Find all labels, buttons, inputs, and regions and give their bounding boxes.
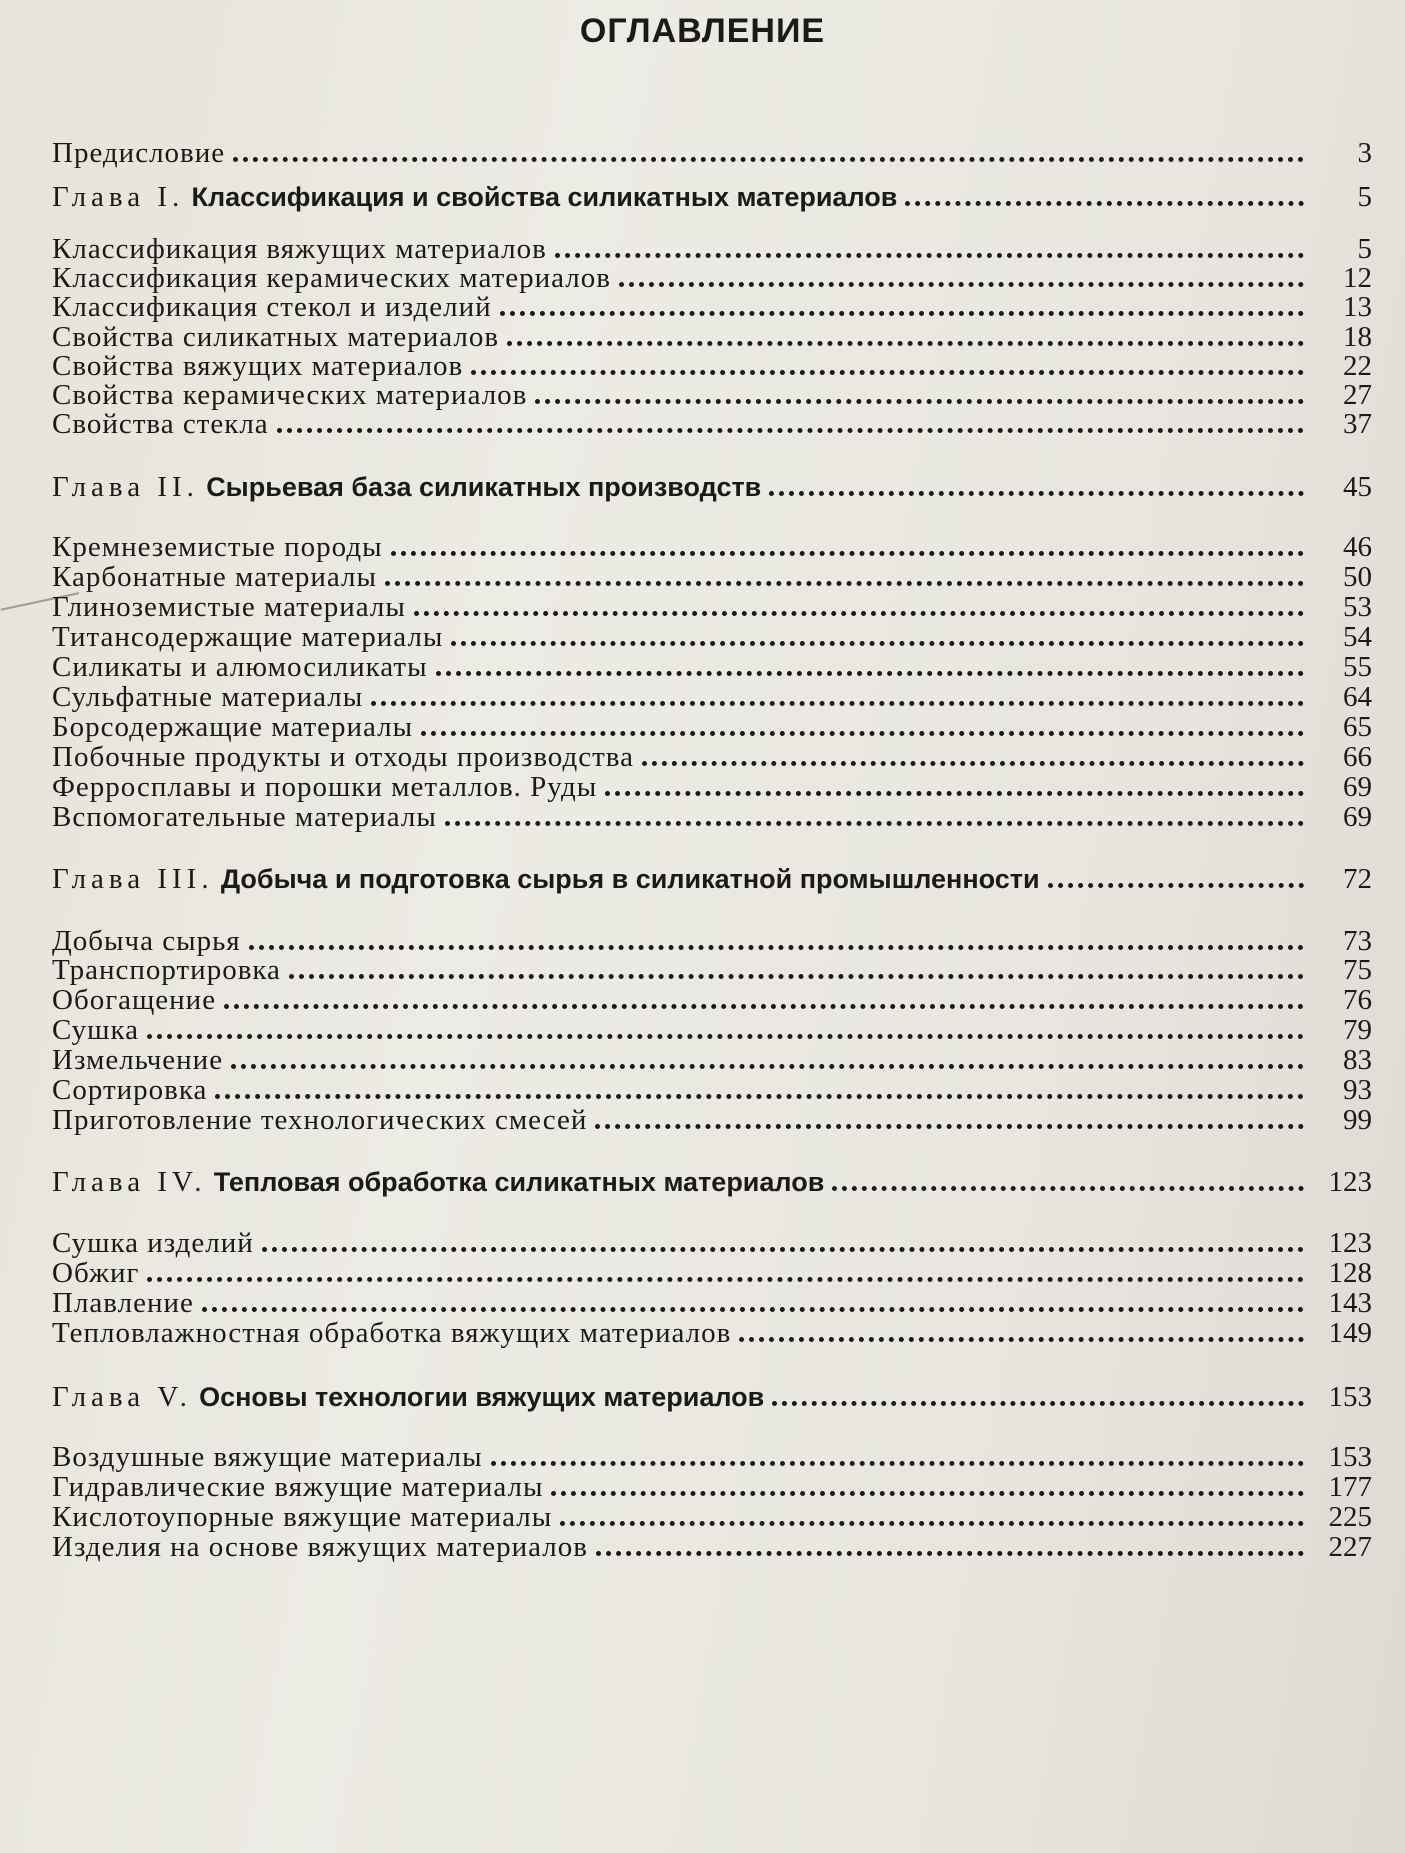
dot-leader [414, 611, 1304, 616]
toc-entry[interactable] [52, 1500, 1372, 1534]
toc-entry[interactable] [52, 650, 1372, 684]
dot-leader [451, 641, 1304, 646]
toc-page-number: 123 [1328, 1227, 1372, 1259]
toc-entry[interactable] [52, 560, 1372, 594]
dot-leader [769, 491, 1304, 496]
dot-leader [391, 551, 1304, 556]
toc-entry[interactable] [52, 1043, 1372, 1077]
toc-entry[interactable] [52, 800, 1372, 834]
dot-leader [289, 974, 1304, 979]
toc-entry-label: Глиноземистые материалы [52, 591, 406, 623]
chapter-title: Основы технологии вяжущих материалов [199, 1382, 765, 1412]
toc-page-number: 177 [1328, 1471, 1372, 1503]
toc-entry-label: Сушка изделий [52, 1227, 254, 1259]
chapter-title: Добыча и подготовка сырья в силикатной промышленности [220, 864, 1040, 894]
toc-entry[interactable] [52, 1530, 1372, 1564]
toc-entry-label: Гидравлические вяжущие материалы [52, 1471, 544, 1503]
toc-page-number: 99 [1343, 1104, 1372, 1136]
chapter-label: Глава IV. [52, 1166, 207, 1198]
dot-leader [605, 791, 1304, 796]
dot-leader [596, 1551, 1304, 1556]
toc-page-number: 153 [1328, 1441, 1372, 1473]
toc-page-number: 69 [1343, 771, 1372, 803]
toc-entry-label: Силикаты и алюмосиликаты [52, 651, 428, 683]
toc-page-number: 69 [1343, 801, 1372, 833]
dot-leader [560, 1521, 1304, 1526]
toc-page-number: 128 [1328, 1257, 1372, 1289]
chapter-label: Глава I. [52, 181, 185, 213]
dot-leader [277, 428, 1304, 433]
toc-page-number: 93 [1343, 1074, 1372, 1106]
toc-entry-label: Обжиг [52, 1257, 140, 1289]
toc-chapter-5[interactable] [52, 1380, 1372, 1414]
toc-page-number: 72 [1343, 863, 1372, 895]
toc-entry[interactable] [52, 1013, 1372, 1047]
dot-leader [772, 1401, 1304, 1406]
toc-entry[interactable] [52, 1440, 1372, 1474]
toc-entry-label: Сортировка [52, 1074, 208, 1106]
toc-entry-label: Ферросплавы и порошки металлов. Руды [52, 771, 598, 803]
toc-page-number: 225 [1328, 1501, 1372, 1533]
toc-entry[interactable] [52, 1103, 1372, 1137]
dot-leader [535, 399, 1304, 404]
dot-leader [905, 201, 1304, 206]
toc-page-number: 37 [1343, 408, 1372, 440]
toc-page-number: 22 [1343, 350, 1372, 382]
dot-leader [500, 311, 1304, 316]
dot-leader [739, 1337, 1304, 1342]
toc-entry-label: Свойства силикатных материалов [52, 321, 500, 353]
toc-chapter-3[interactable] [52, 862, 1372, 896]
toc-entry[interactable] [52, 1073, 1372, 1107]
dot-leader [147, 1277, 1304, 1282]
toc-entry-label: Изделия на основе вяжущих материалов [52, 1531, 588, 1563]
dot-leader [555, 253, 1304, 258]
toc-entry[interactable] [52, 983, 1372, 1017]
toc-entry-label: Кислотоупорные вяжущие материалы [52, 1501, 553, 1533]
toc-entry-label: Свойства вяжущих материалов [52, 350, 464, 382]
toc-page-number: 5 [1357, 233, 1372, 265]
chapter-label: Глава III. [52, 863, 214, 895]
toc-entry-label: Воздушные вяжущие материалы [52, 1441, 483, 1473]
chapter-title: Классификация и свойства силикатных материалов [191, 182, 898, 212]
toc-entry-label: Обогащение [52, 984, 217, 1016]
toc-entry[interactable] [52, 590, 1372, 624]
page-title: ОГЛАВЛЕНИЕ [579, 12, 826, 50]
toc-entry[interactable] [52, 407, 1372, 441]
dot-leader [471, 370, 1304, 375]
toc-page-number: 55 [1343, 651, 1372, 683]
toc-entry-label: Кремнеземистые породы [52, 531, 383, 563]
toc-entry-label: Классификация керамических материалов [52, 262, 611, 294]
dot-leader [445, 821, 1304, 826]
toc-page-number: 73 [1343, 925, 1372, 957]
toc-entry[interactable] [52, 1316, 1372, 1350]
toc-entry-label: Титансодержащие материалы [52, 621, 444, 653]
toc-entry[interactable] [52, 1226, 1372, 1260]
toc-page-number: 13 [1343, 291, 1372, 323]
chapter-title: Тепловая обработка силикатных материалов [213, 1167, 825, 1197]
dot-leader [249, 945, 1304, 950]
toc-page-number: 153 [1328, 1381, 1372, 1413]
dot-leader [224, 1004, 1304, 1009]
toc-page-number: 149 [1328, 1317, 1372, 1349]
toc-page-number: 12 [1343, 262, 1372, 294]
toc-page-number: 75 [1343, 954, 1372, 986]
toc-entry[interactable] [52, 1256, 1372, 1290]
toc-chapter-4[interactable] [52, 1165, 1372, 1199]
toc-entry-label: Сушка [52, 1014, 139, 1046]
dot-leader [642, 761, 1304, 766]
toc-entry[interactable] [52, 290, 1372, 324]
dot-leader [832, 1186, 1304, 1191]
dot-leader [436, 671, 1304, 676]
toc-page-number: 3 [1357, 137, 1372, 169]
toc-entry-label: Свойства стекла [52, 408, 269, 440]
toc-page-number: 27 [1343, 379, 1372, 411]
toc-entry-label: Классификация стекол и изделий [52, 291, 492, 323]
toc-entry-label: Добыча сырья [52, 925, 241, 957]
toc-page-number: 123 [1328, 1166, 1372, 1198]
chapter-label: Глава II. [52, 471, 199, 503]
chapter-title: Сырьевая база силикатных производств [206, 472, 762, 502]
toc-entry-label: Предисловие [52, 137, 226, 169]
dot-leader [147, 1034, 1304, 1039]
toc-page-number: 54 [1343, 621, 1372, 653]
toc-entry-label: Транспортировка [52, 954, 281, 986]
toc-page-number: 45 [1343, 471, 1372, 503]
toc-page-number: 64 [1343, 681, 1372, 713]
toc-page-number: 46 [1343, 531, 1372, 563]
toc-entry[interactable] [52, 953, 1372, 987]
toc-entry[interactable] [52, 1470, 1372, 1504]
toc-entry-label: Карбонатные материалы [52, 561, 377, 593]
toc-entry-label: Измельчение [52, 1044, 224, 1076]
toc-page-number: 50 [1343, 561, 1372, 593]
toc-page-number: 76 [1343, 984, 1372, 1016]
dot-leader [595, 1124, 1304, 1129]
dot-leader [233, 157, 1304, 162]
toc-entry-label: Сульфатные материалы [52, 681, 364, 713]
toc-page-number: 65 [1343, 711, 1372, 743]
dot-leader [619, 282, 1304, 287]
dot-leader [215, 1094, 1304, 1099]
toc-page-number: 227 [1328, 1531, 1372, 1563]
dot-leader [385, 581, 1304, 586]
toc-entry-preface[interactable] [52, 136, 1372, 170]
toc-page-number: 66 [1343, 741, 1372, 773]
dot-leader [507, 341, 1304, 346]
toc-entry-label: Вспомогательные материалы [52, 801, 437, 833]
toc-entry[interactable] [52, 680, 1372, 714]
toc-entry-label: Побочные продукты и отходы производства [52, 741, 634, 773]
toc-page-number: 143 [1328, 1287, 1372, 1319]
dot-leader [551, 1491, 1304, 1496]
toc-page-number: 5 [1357, 181, 1372, 213]
toc-page-number: 53 [1343, 591, 1372, 623]
toc-entry-label: Плавление [52, 1287, 194, 1319]
toc-entry[interactable] [52, 740, 1372, 774]
toc-entry[interactable] [52, 530, 1372, 564]
toc-entry[interactable] [52, 1286, 1372, 1320]
toc-page-number: 18 [1343, 321, 1372, 353]
dot-leader [1048, 883, 1304, 888]
toc-entry-label: Приготовление технологических смесей [52, 1104, 588, 1136]
dot-leader [202, 1307, 1304, 1312]
toc-entry-label: Борсодержащие материалы [52, 711, 414, 743]
dot-leader [262, 1247, 1304, 1252]
toc-entry[interactable] [52, 620, 1372, 654]
toc-page-number: 79 [1343, 1014, 1372, 1046]
toc-chapter-1[interactable] [52, 180, 1372, 214]
dot-leader [231, 1064, 1304, 1069]
dot-leader [421, 731, 1304, 736]
toc-entry-label: Классификация вяжущих материалов [52, 233, 547, 265]
toc-chapter-2[interactable] [52, 470, 1372, 504]
toc-entry[interactable] [52, 710, 1372, 744]
dot-leader [371, 701, 1304, 706]
toc-entry-label: Тепловлажностная обработка вяжущих материалов [52, 1317, 732, 1349]
toc-entry-label: Свойства керамических материалов [52, 379, 528, 411]
toc-entry[interactable] [52, 770, 1372, 804]
chapter-label: Глава V. [52, 1381, 192, 1413]
dot-leader [491, 1461, 1304, 1466]
toc-page-number: 83 [1343, 1044, 1372, 1076]
